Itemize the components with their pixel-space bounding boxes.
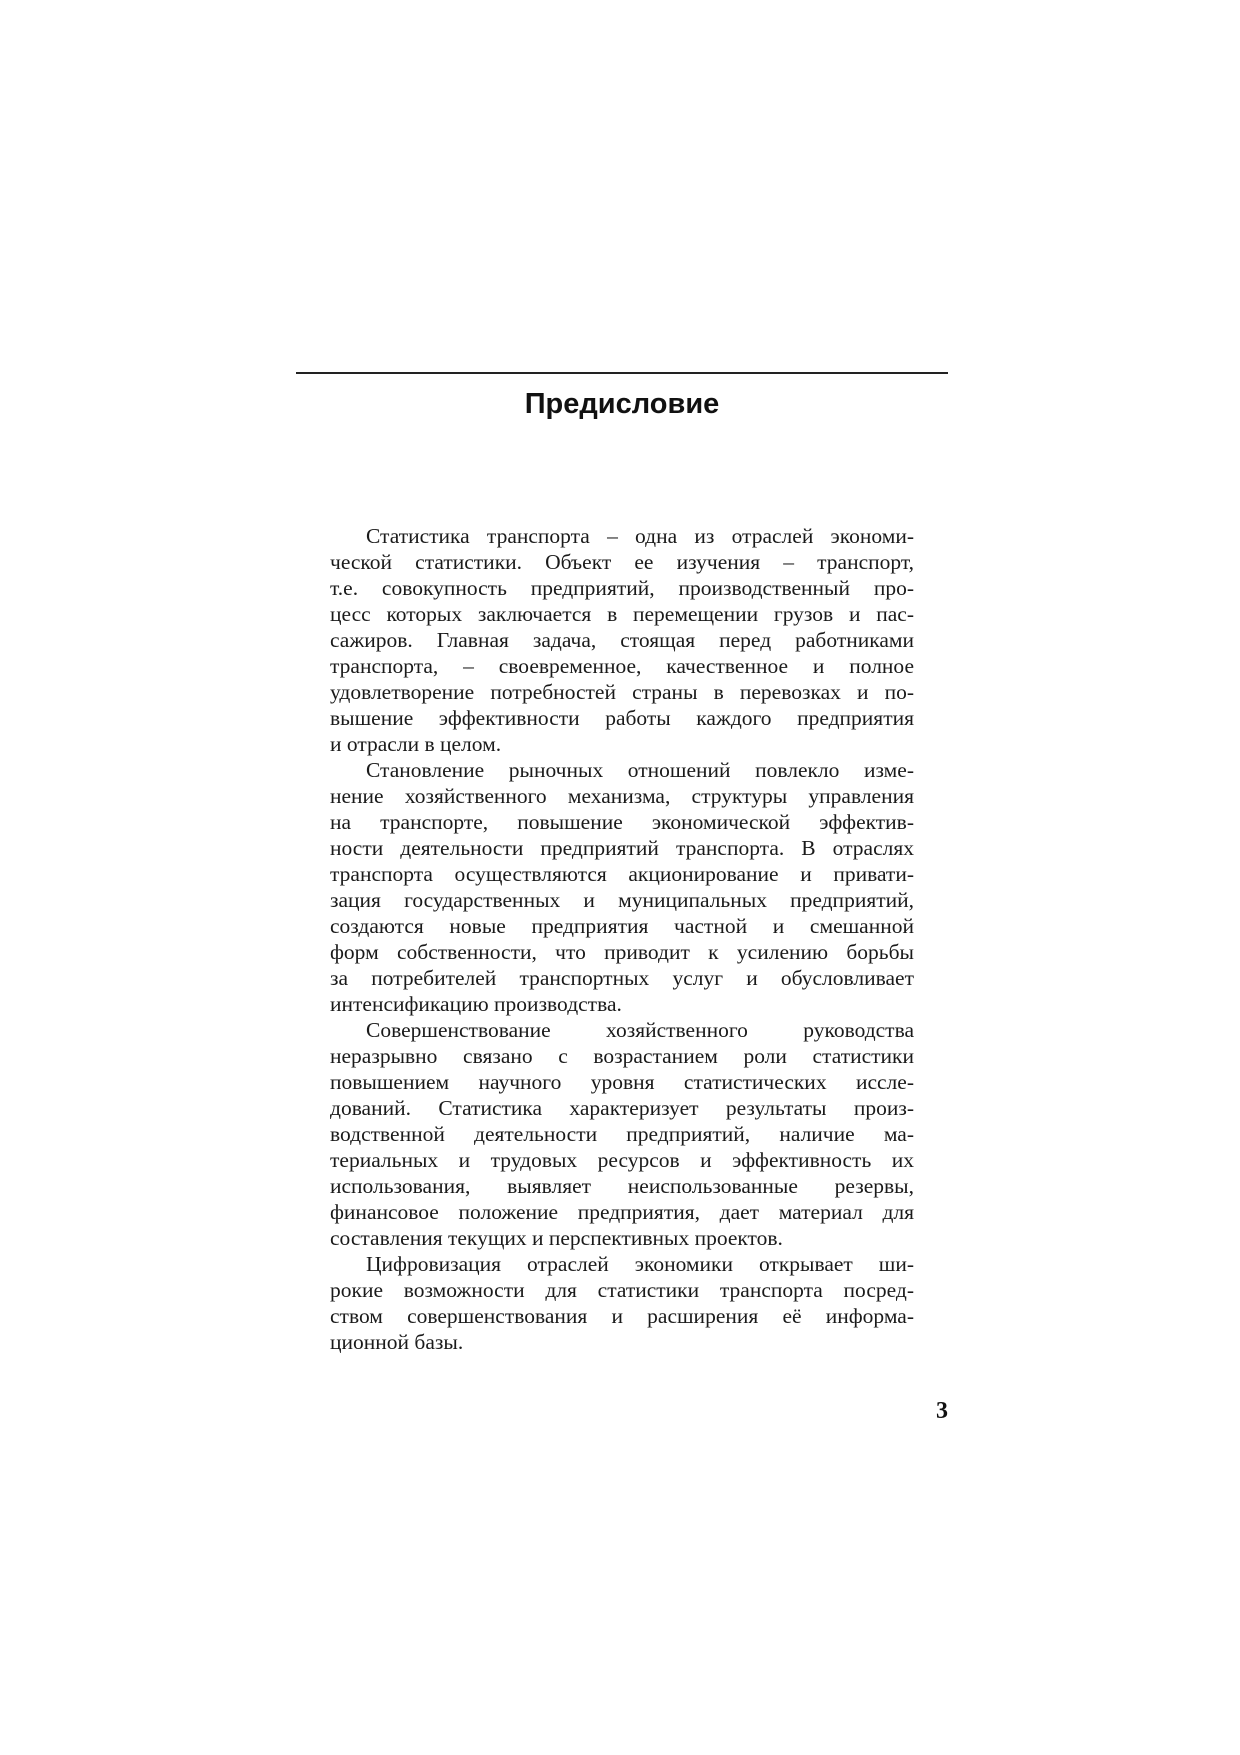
text-line: Цифровизация отраслей экономики открывает ши-: [366, 1252, 914, 1276]
paragraph: [330, 523, 914, 757]
text-line: нение хозяйственного механизма, структуры управления: [330, 784, 914, 808]
text-line: сажиров. Главная задача, стоящая перед работниками: [330, 628, 914, 652]
text-line: дований. Статистика характеризует результаты произ-: [330, 1096, 914, 1120]
text-line: ционной базы.: [330, 1330, 464, 1354]
text-line: повышением научного уровня статистических иссле-: [330, 1070, 914, 1094]
text-line: транспорта осуществляются акционирование и привати-: [330, 862, 914, 886]
text-line: составления текущих и перспективных проектов.: [330, 1226, 783, 1250]
paragraph: [330, 757, 914, 1017]
body-text: [330, 523, 914, 1355]
text-line: финансовое положение предприятия, дает материал для: [330, 1200, 914, 1224]
text-line: ности деятельности предприятий транспорта. В отраслях: [330, 836, 914, 860]
header-rule: [296, 372, 948, 374]
text-line: Статистика транспорта – одна из отраслей экономи-: [366, 524, 914, 548]
text-line: водственной деятельности предприятий, наличие ма-: [330, 1122, 914, 1146]
text-line: на транспорте, повышение экономической эффектив-: [330, 810, 914, 834]
text-line: ством совершенствования и расширения её информа-: [330, 1304, 914, 1328]
text-line: Совершенствование хозяйственного руководства: [366, 1018, 914, 1042]
text-line: неразрывно связано с возрастанием роли статистики: [330, 1044, 914, 1068]
text-line: т.е. совокупность предприятий, производственный про-: [330, 576, 914, 600]
text-line: и отрасли в целом.: [330, 732, 502, 756]
text-line: за потребителей транспортных услуг и обусловливает: [330, 966, 914, 990]
text-line: Становление рыночных отношений повлекло изме-: [366, 758, 914, 782]
text-line: териальных и трудовых ресурсов и эффективность их: [330, 1148, 914, 1172]
text-line: создаются новые предприятия частной и смешанной: [330, 914, 914, 938]
text-line: удовлетворение потребностей страны в перевозках и по-: [330, 680, 914, 704]
paragraph: [330, 1017, 914, 1251]
text-line: вышение эффективности работы каждого предприятия: [330, 706, 914, 730]
text-line: интенсификацию производства.: [330, 992, 622, 1016]
text-line: цесс которых заключается в перемещении грузов и пас-: [330, 602, 914, 626]
text-line: рокие возможности для статистики транспорта посред-: [330, 1278, 914, 1302]
page-title: Предисловие: [524, 388, 720, 420]
text-line: зация государственных и муниципальных предприятий,: [330, 888, 914, 912]
paragraph: [330, 1251, 914, 1355]
page-number: 3: [936, 1398, 948, 1424]
text-line: транспорта, – своевременное, качественное и полное: [330, 654, 914, 678]
text-line: использования, выявляет неиспользованные резервы,: [330, 1174, 914, 1198]
text-line: форм собственности, что приводит к усилению борьбы: [330, 940, 914, 964]
text-line: ческой статистики. Объект ее изучения – транспорт,: [330, 550, 914, 574]
